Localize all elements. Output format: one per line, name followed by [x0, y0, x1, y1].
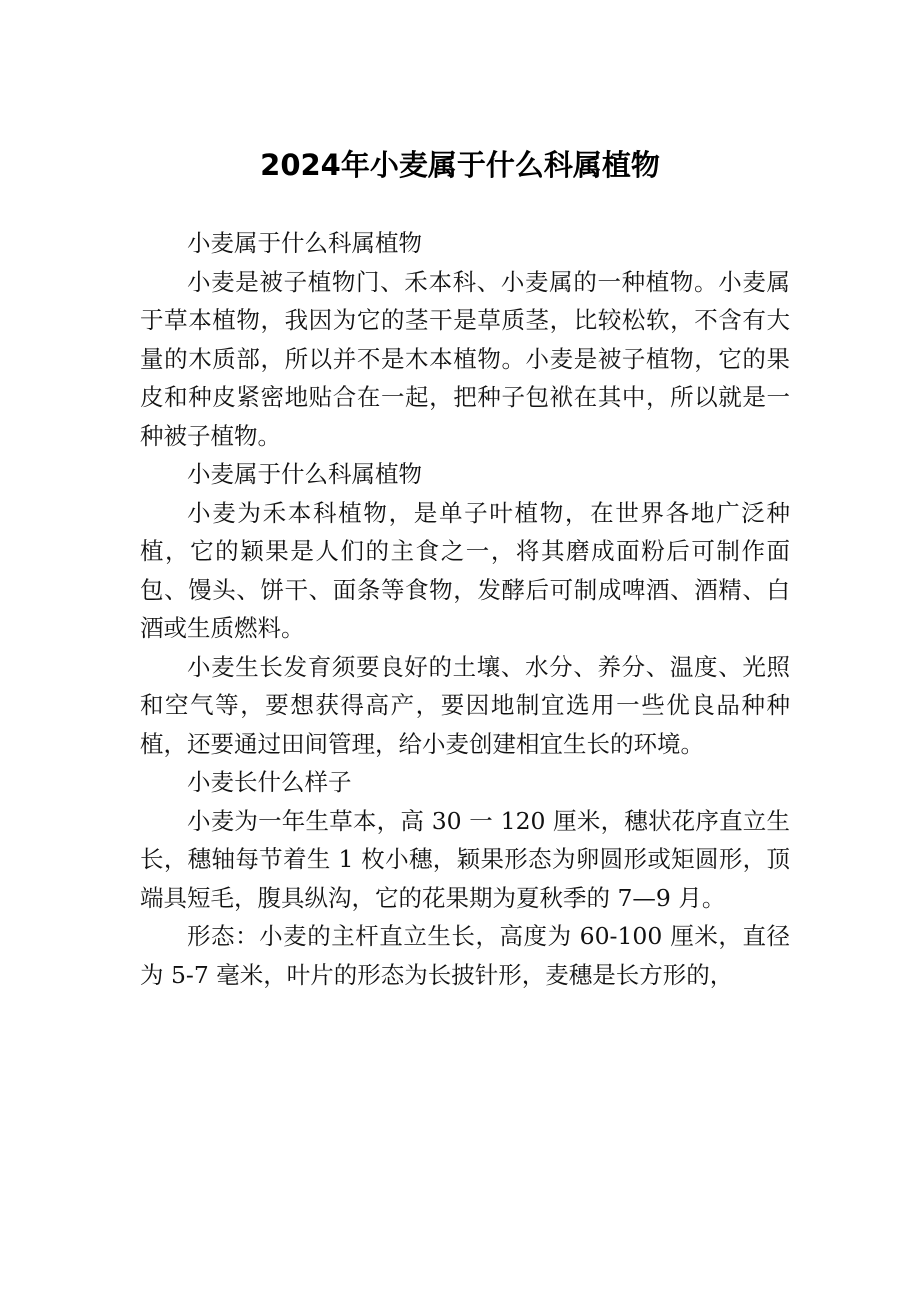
- section-heading: 小麦长什么样子: [187, 768, 352, 796]
- paragraph: 小麦为禾本科植物，是单子叶植物，在世界各地广泛种植，它的颖果是人们的主食之一，将其磨成面粉后可制作面包、馒头、饼干、面条等食物，发酵后可制成啤酒、酒精、白酒或生质燃料。: [140, 498, 790, 642]
- paragraph: 形态：小麦的主杆直立生长，高度为 60-100 厘米，直径为 5-7 毫米，叶片的形态为长披针形，麦穗是长方形的，: [140, 922, 790, 989]
- section-heading: 小麦属于什么科属植物: [187, 460, 422, 488]
- document-body: [140, 224, 790, 994]
- paragraph: 小麦生长发育须要良好的土壤、水分、养分、温度、光照和空气等，要想获得高产，要因地制宜选用一些优良品种种植，还要通过田间管理，给小麦创建相宜生长的环境。: [140, 652, 790, 758]
- section-heading: 小麦属于什么科属植物: [187, 229, 422, 257]
- paragraph: 小麦为一年生草本，高 30 一 120 厘米，穗状花序直立生长，穗轴每节着生 1 枚小穗，颖果形态为卵圆形或矩圆形，顶端具短毛，腹具纵沟，它的花果期为夏秋季的 7—9 月。: [140, 806, 790, 912]
- paragraph: 小麦是被子植物门、禾本科、小麦属的一种植物。小麦属于草本植物，我因为它的茎干是草质茎，比较松软，不含有大量的木质部，所以并不是木本植物。小麦是被子植物，它的果皮和种皮紧密地贴合在一起，把种子包袱在其中，所以就是一种被子植物。: [140, 267, 790, 450]
- document-title: 2024年小麦属于什么科属植物: [260, 148, 660, 182]
